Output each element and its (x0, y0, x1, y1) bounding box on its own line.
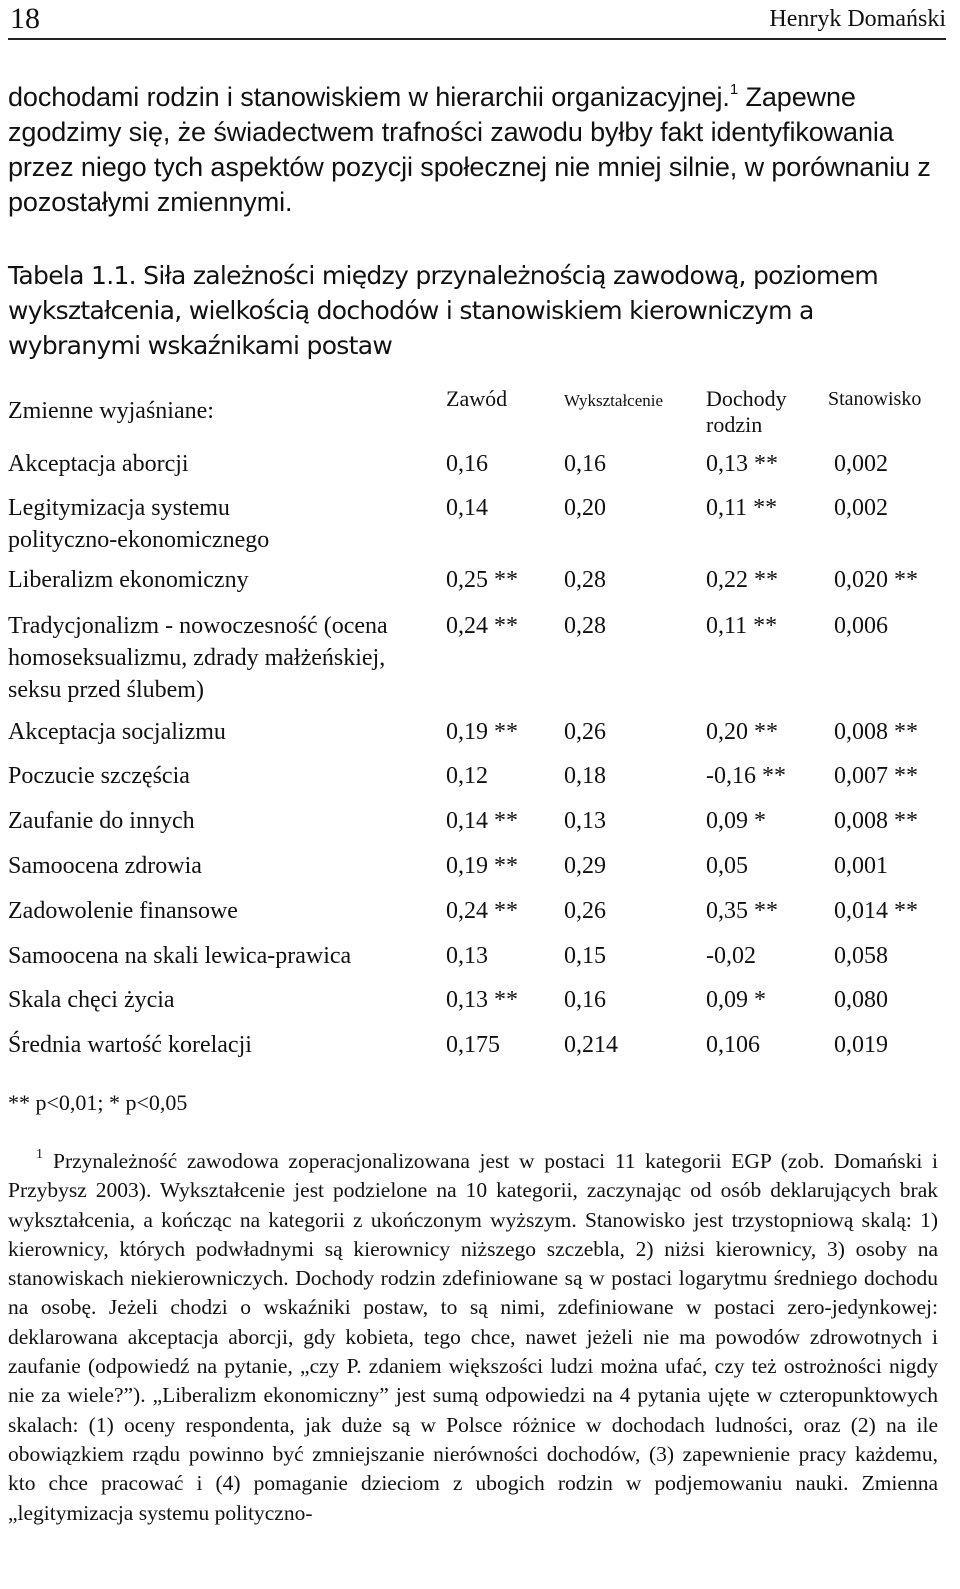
table-title: Tabela 1.1. Siła zależności między przynależnością zawodową, poziomem wykształcenia, wielkością dochodów i stanowiskiem kierowniczym a wybranymi wskaźnikami postaw (8, 261, 878, 360)
running-head: Henryk Domański (769, 6, 946, 32)
cell-wyksztalcenie: 0,26 (564, 719, 606, 745)
column-header-stanowisko: Stanowisko (828, 388, 922, 410)
cell-wyksztalcenie: 0,16 (564, 987, 606, 1013)
cell-dochody: 0,09 * (706, 987, 766, 1013)
row-label: Akceptacja aborcji (8, 451, 189, 477)
footnote (8, 1147, 938, 1528)
cell-stanowisko: 0,019 (834, 1032, 888, 1058)
cell-dochody: 0,22 ** (706, 567, 778, 593)
cell-dochody: 0,11 ** (706, 613, 778, 639)
cell-zawod: 0,13 (446, 943, 488, 969)
row-label: Poczucie szczęścia (8, 763, 190, 789)
significance-note: ** p<0,01; * p<0,05 (8, 1090, 188, 1115)
cell-stanowisko: 0,058 (834, 943, 888, 969)
cell-zawod: 0,16 (446, 451, 488, 477)
cell-stanowisko: 0,002 (834, 495, 888, 521)
cell-dochody: 0,20 ** (706, 719, 778, 745)
cell-dochody: -0,02 (706, 943, 756, 969)
cell-dochody: -0,16 ** (706, 763, 786, 789)
row-label: Średnia wartość korelacji (8, 1032, 252, 1058)
cell-dochody: 0,13 ** (706, 451, 778, 477)
cell-stanowisko: 0,002 (834, 451, 888, 477)
cell-wyksztalcenie: 0,28 (564, 613, 606, 639)
cell-wyksztalcenie: 0,29 (564, 853, 606, 879)
cell-zawod: 0,19 ** (446, 853, 518, 879)
body-text-start: dochodami rodzin i stanowiskiem w hierarchii organizacyjnej. (8, 82, 730, 112)
cell-stanowisko: 0,008 ** (834, 808, 918, 834)
cell-stanowisko: 0,020 ** (834, 567, 918, 593)
cell-stanowisko: 0,008 ** (834, 719, 918, 745)
cell-zawod: 0,12 (446, 763, 488, 789)
cell-wyksztalcenie: 0,18 (564, 763, 606, 789)
cell-dochody: 0,05 (706, 853, 748, 879)
cell-zawod: 0,24 ** (446, 898, 518, 924)
cell-wyksztalcenie: 0,16 (564, 451, 606, 477)
cell-stanowisko: 0,080 (834, 987, 888, 1013)
cell-zawod: 0,13 ** (446, 987, 518, 1013)
row-label: Zaufanie do innych (8, 808, 195, 834)
cell-stanowisko: 0,001 (834, 853, 888, 879)
cell-zawod: 0,175 (446, 1032, 500, 1058)
cell-stanowisko: 0,014 ** (834, 898, 918, 924)
cell-dochody: 0,11 ** (706, 495, 778, 521)
cell-zawod: 0,19 ** (446, 719, 518, 745)
cell-zawod: 0,14 ** (446, 808, 518, 834)
cell-wyksztalcenie: 0,13 (564, 808, 606, 834)
footnote-ref[interactable]: 1 (729, 81, 739, 98)
row-label: Skala chęci życia (8, 987, 175, 1013)
cell-wyksztalcenie: 0,26 (564, 898, 606, 924)
cell-dochody: 0,35 ** (706, 898, 778, 924)
footnote-mark: 1 (36, 1147, 43, 1162)
page-number: 18 (10, 2, 40, 35)
row-label: Akceptacja socjalizmu (8, 719, 226, 745)
cell-stanowisko: 0,006 (834, 613, 888, 639)
footnote-text: Przynależność zawodowa zoperacjonalizowana jest w postaci 11 kategorii EGP (zob. Domański i Przybysz 2003). Wykształcenie jest podzielone na 10 kategorii, zaczynając od osób deklarujących brak wykształcenia, a kończąc na kategorii z ukończonym wyższym. Stanowisko jest trzystopniową skalą: 1) kierownicy, których podwładnymi są kierownicy niższego szczebla, 2) niżsi kierownicy, 3) osoby na stanowiskach niekierowniczych. Dochody rodzin zdefiniowane są w postaci logarytmu średniego dochodu na osobę. Jeżeli chodzi o wskaźniki postaw, to są nimi, zdefiniowane w postaci zero-jedynkowej: deklarowana akceptacja aborcji, gdy kobieta, tego chce, nawet jeżeli nie ma powodów zdrowotnych i zaufanie (odpowiedź na pytanie, „czy P. zdaniem większości ludzi można ufać, czy też ostrożności nigdy nie za wiele?”). „Liberalizm ekonomiczny” jest sumą odpowiedzi na 4 pytania ujęte w czteropunktowych skalach: (1) oceny respondenta, jak duże są w Polsce różnice w dochodach ludności, oraz (2) na ile obowiązkiem rządu powinno być zmniejszanie nierówności dochodów, (3) zapewnienie pracy każdemu, kto chce pracować i (4) pomaganie dzieciom z ubogich rodzin w podjemowaniu nauki. Zmienna „legitymizacja systemu polityczno- (8, 1149, 938, 1525)
row-label: Liberalizm ekonomiczny (8, 567, 249, 593)
row-label: Samoocena zdrowia (8, 853, 202, 879)
row-label: Legitymizacja systemu polityczno-ekonomicznego (8, 495, 270, 553)
row-label: Tradycjonalizm - nowoczesność (ocena homoseksualizmu, zdrady małżeńskiej, seksu przed ślubem) (8, 613, 388, 703)
row-label: Samoocena na skali lewica-prawica (8, 943, 352, 969)
row-label: Zadowolenie finansowe (8, 898, 238, 924)
cell-dochody: 0,106 (706, 1032, 760, 1058)
page-header (8, 2, 946, 40)
cell-zawod: 0,14 (446, 495, 488, 521)
column-header-zawod: Zawód (446, 386, 508, 411)
cell-zawod: 0,24 ** (446, 613, 518, 639)
column-header-wyksztalcenie: Wykształcenie (564, 391, 664, 410)
row-header-label: Zmienne wyjaśniane: (8, 398, 214, 424)
cell-dochody: 0,09 * (706, 808, 766, 834)
cell-zawod: 0,25 ** (446, 567, 518, 593)
cell-stanowisko: 0,007 ** (834, 763, 918, 789)
column-header-dochody: Dochody rodzin (706, 386, 787, 437)
body-text-end: Zapewne zgodzimy się, że świadectwem trafności zawodu byłby fakt identyfikowania przez niego tych aspektów pozycji społecznej nie mniej silnie, w porównaniu z pozostałymi zmiennymi. (8, 82, 931, 217)
body-paragraph (8, 80, 946, 220)
cell-wyksztalcenie: 0,20 (564, 495, 606, 521)
cell-wyksztalcenie: 0,15 (564, 943, 606, 969)
cell-wyksztalcenie: 0,214 (564, 1032, 618, 1058)
cell-wyksztalcenie: 0,28 (564, 567, 606, 593)
